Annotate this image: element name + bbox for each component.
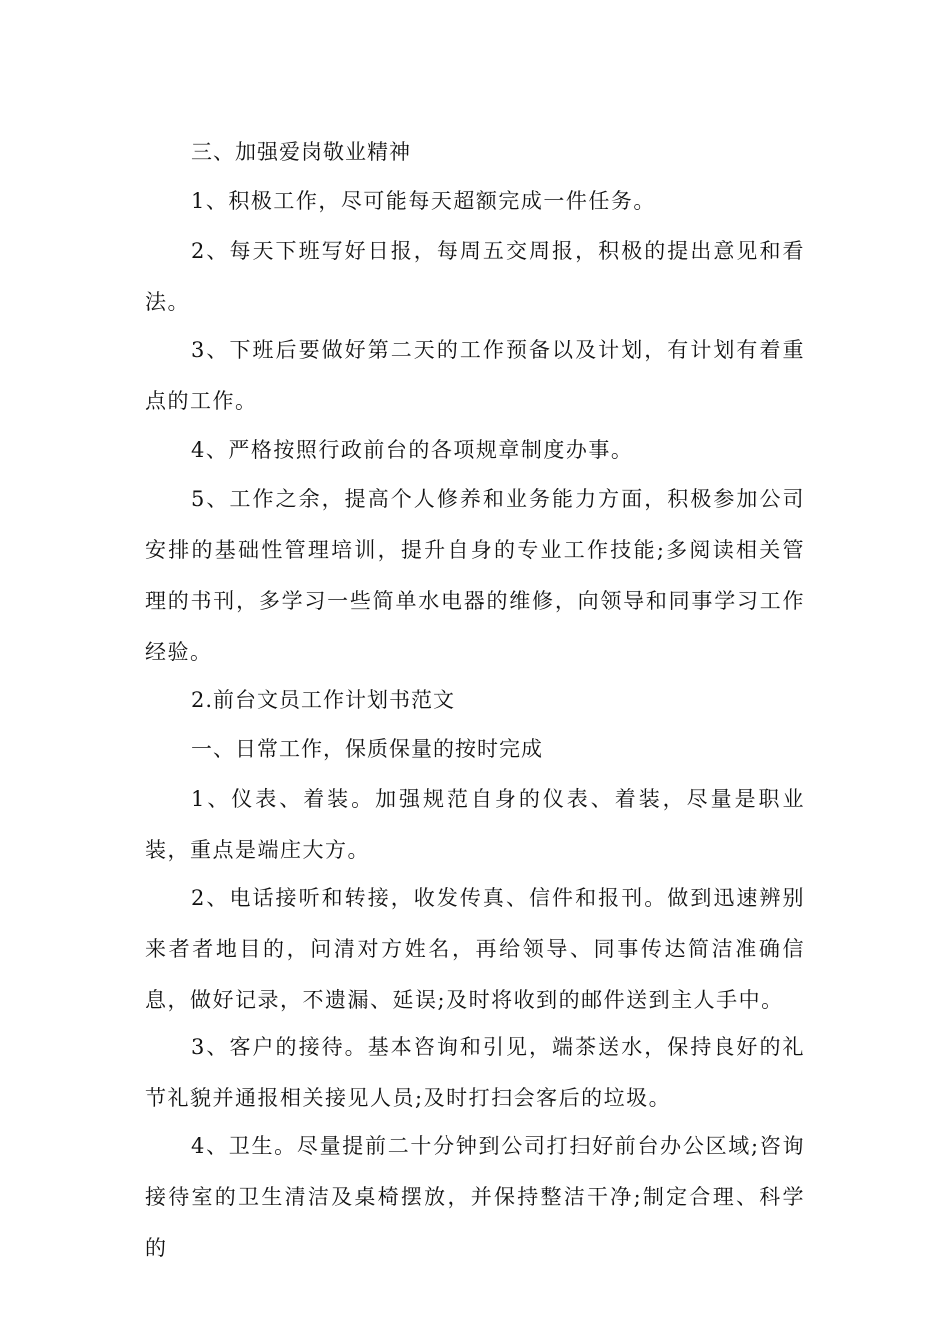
paragraph-item-2: 2、每天下班写好日报，每周五交周报，积极的提出意见和看法。: [145, 239, 805, 314]
paragraph-item-1: 1、积极工作，尽可能每天超额完成一件任务。: [191, 189, 656, 213]
paragraph-item-8: 3、客户的接待。基本咨询和引见，端茶送水，保持良好的礼节礼貌并通报相关接见人员;及时打扫会客后的垃圾。: [145, 1035, 805, 1110]
paragraph-item-5: 5、工作之余，提高个人修养和业务能力方面，积极参加公司安排的基础性管理培训，提升自身的专业工作技能;多阅读相关管理的书刊，多学习一些简单水电器的维修，向领导和同事学习工作经验。: [145, 487, 805, 664]
section-heading-1: 一、日常工作，保质保量的按时完成: [191, 737, 543, 761]
paragraph-item-6: 1、仪表、着装。加强规范自身的仪表、着装，尽量是职业装，重点是端庄大方。: [145, 787, 805, 862]
article-title: 2.前台文员工作计划书范文: [191, 688, 456, 712]
paragraph-item-3: 3、下班后要做好第二天的工作预备以及计划，有计划有着重点的工作。: [145, 338, 805, 413]
section-heading-3: 三、加强爱岗敬业精神: [191, 140, 411, 164]
paragraph-item-4: 4、严格按照行政前台的各项规章制度办事。: [191, 438, 634, 462]
paragraph-item-9: 4、卫生。尽量提前二十分钟到公司打扫好前台办公区域;咨询接待室的卫生清洁及桌椅摆放，并保持整洁干净;制定合理、科学的: [145, 1134, 805, 1260]
paragraph-item-7: 2、电话接听和转接，收发传真、信件和报刊。做到迅速辨别来者者地目的，问清对方姓名，再给领导、同事传达简洁准确信息，做好记录，不遗漏、延误;及时将收到的邮件送到主人手中。: [145, 886, 805, 1012]
